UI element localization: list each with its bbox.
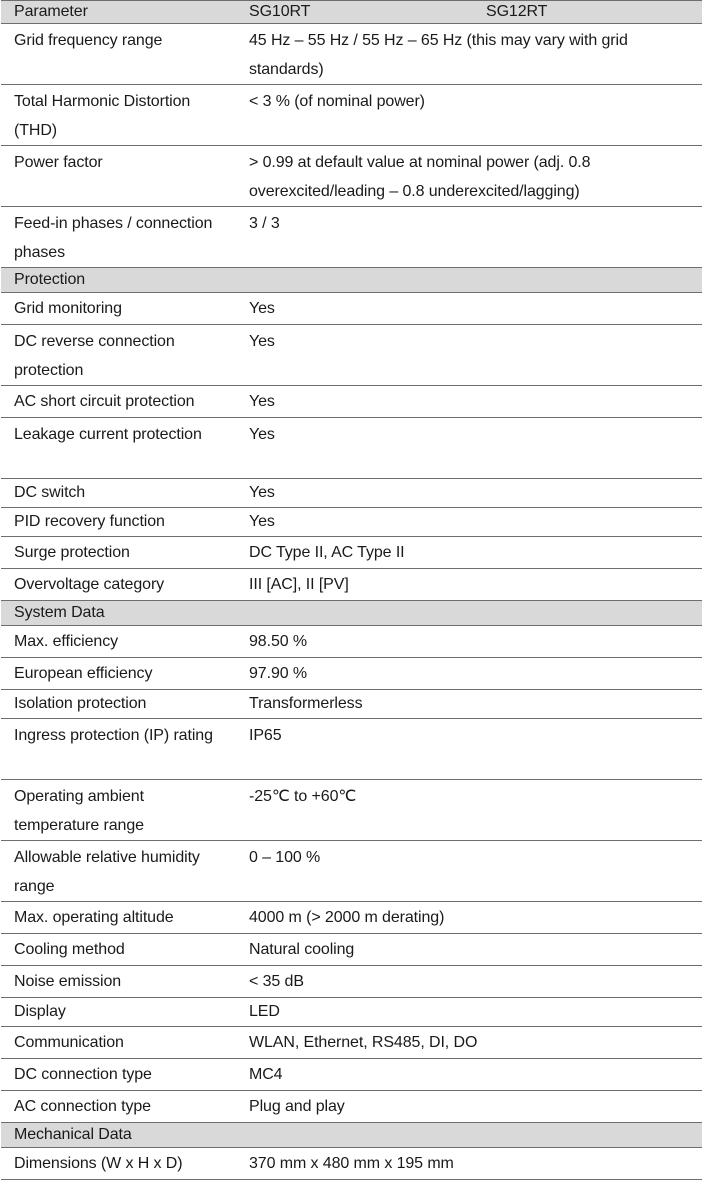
table-row — [1, 1027, 702, 1059]
table-row — [1, 841, 702, 902]
row-label: Ingress protection (IP) rating — [14, 727, 213, 744]
table-row — [1, 690, 702, 719]
row-value: Yes — [249, 333, 275, 350]
row-label: Grid frequency range — [14, 32, 163, 49]
table-row — [1, 998, 702, 1027]
row-label: Isolation protection — [14, 695, 147, 712]
row-value: Natural cooling — [249, 941, 355, 958]
table-row — [1, 569, 702, 601]
row-value: Transformerless — [249, 695, 363, 712]
row-value: Yes — [249, 300, 275, 317]
row-value: 4000 m (> 2000 m derating) — [249, 909, 445, 926]
spec-table — [1, 0, 702, 1180]
row-value: Yes — [249, 393, 275, 410]
row-label: Max. operating altitude — [14, 909, 174, 926]
table-row — [1, 1059, 702, 1091]
row-label: Overvoltage category — [14, 576, 165, 593]
row-label: AC connection type — [14, 1098, 151, 1115]
row-label: Power factor — [14, 154, 103, 171]
row-label: Display — [14, 1003, 66, 1020]
row-value: MC4 — [249, 1066, 283, 1083]
row-label: Operating ambient temperature range — [14, 788, 144, 834]
table-row — [1, 658, 702, 690]
row-label: Feed-in phases / connection phases — [14, 215, 213, 261]
table-row — [1, 85, 702, 146]
row-label: Max. efficiency — [14, 633, 119, 650]
row-value: 45 Hz – 55 Hz / 55 Hz – 65 Hz (this may vary with grid standards) — [249, 32, 628, 78]
row-value: Yes — [249, 513, 275, 530]
table-row — [1, 1148, 702, 1180]
row-value: 98.50 % — [249, 633, 308, 650]
table-header — [1, 0, 702, 24]
table-row — [1, 293, 702, 325]
table-row — [1, 902, 702, 934]
row-value: > 0.99 at default value at nominal power (adj. 0.8 overexcited/leading – 0.8 underexcited/lagging) — [249, 154, 591, 200]
section-header-system-data: System Data — [1, 601, 702, 626]
section-header-protection: Protection — [1, 268, 702, 293]
table-row — [1, 1091, 702, 1123]
row-label: European efficiency — [14, 665, 153, 682]
table-row — [1, 934, 702, 966]
row-value: IP65 — [249, 727, 282, 744]
row-label: Cooling method — [14, 941, 125, 958]
table-row — [1, 386, 702, 418]
row-label: Noise emission — [14, 973, 122, 990]
row-label: Total Harmonic Distortion (THD) — [14, 93, 191, 139]
row-value: 97.90 % — [249, 665, 308, 682]
table-row — [1, 479, 702, 508]
row-value: 0 – 100 % — [249, 849, 321, 866]
row-value: III [AC], II [PV] — [249, 576, 349, 593]
row-value: 370 mm x 480 mm x 195 mm — [249, 1155, 454, 1172]
table-row — [1, 325, 702, 386]
table-row — [1, 146, 702, 207]
table-row — [1, 719, 702, 780]
row-label: Dimensions (W x H x D) — [14, 1155, 183, 1172]
table-row — [1, 207, 702, 268]
row-label: Leakage current protection — [14, 426, 202, 443]
row-label: Surge protection — [14, 544, 130, 561]
row-value: DC Type II, AC Type II — [249, 544, 405, 561]
row-value: Yes — [249, 426, 275, 443]
table-row — [1, 966, 702, 998]
row-value: Plug and play — [249, 1098, 345, 1115]
row-label: DC switch — [14, 484, 86, 501]
table-row — [1, 626, 702, 658]
row-value: < 35 dB — [249, 973, 304, 990]
row-label: Communication — [14, 1034, 124, 1051]
row-value: Yes — [249, 484, 275, 501]
row-label: DC connection type — [14, 1066, 152, 1083]
section-header-mechanical-data: Mechanical Data — [1, 1123, 702, 1148]
row-label: PID recovery function — [14, 513, 165, 530]
row-label: Allowable relative humidity range — [14, 849, 200, 895]
row-value: LED — [249, 1003, 280, 1020]
row-value: < 3 % (of nominal power) — [249, 93, 425, 110]
table-row — [1, 537, 702, 569]
header-model-sg12rt: SG12RT — [486, 3, 548, 20]
table-row — [1, 418, 702, 479]
row-label: AC short circuit protection — [14, 393, 195, 410]
row-label: DC reverse connection protection — [14, 333, 175, 379]
header-model-sg10rt: SG10RT — [249, 3, 311, 20]
row-label: Grid monitoring — [14, 300, 122, 317]
row-value: 3 / 3 — [249, 215, 280, 232]
table-row — [1, 24, 702, 85]
row-value: -25℃ to +60℃ — [249, 788, 357, 805]
table-row — [1, 508, 702, 537]
table-row — [1, 780, 702, 841]
row-value: WLAN, Ethernet, RS485, DI, DO — [249, 1034, 478, 1051]
header-parameter: Parameter — [14, 3, 88, 20]
